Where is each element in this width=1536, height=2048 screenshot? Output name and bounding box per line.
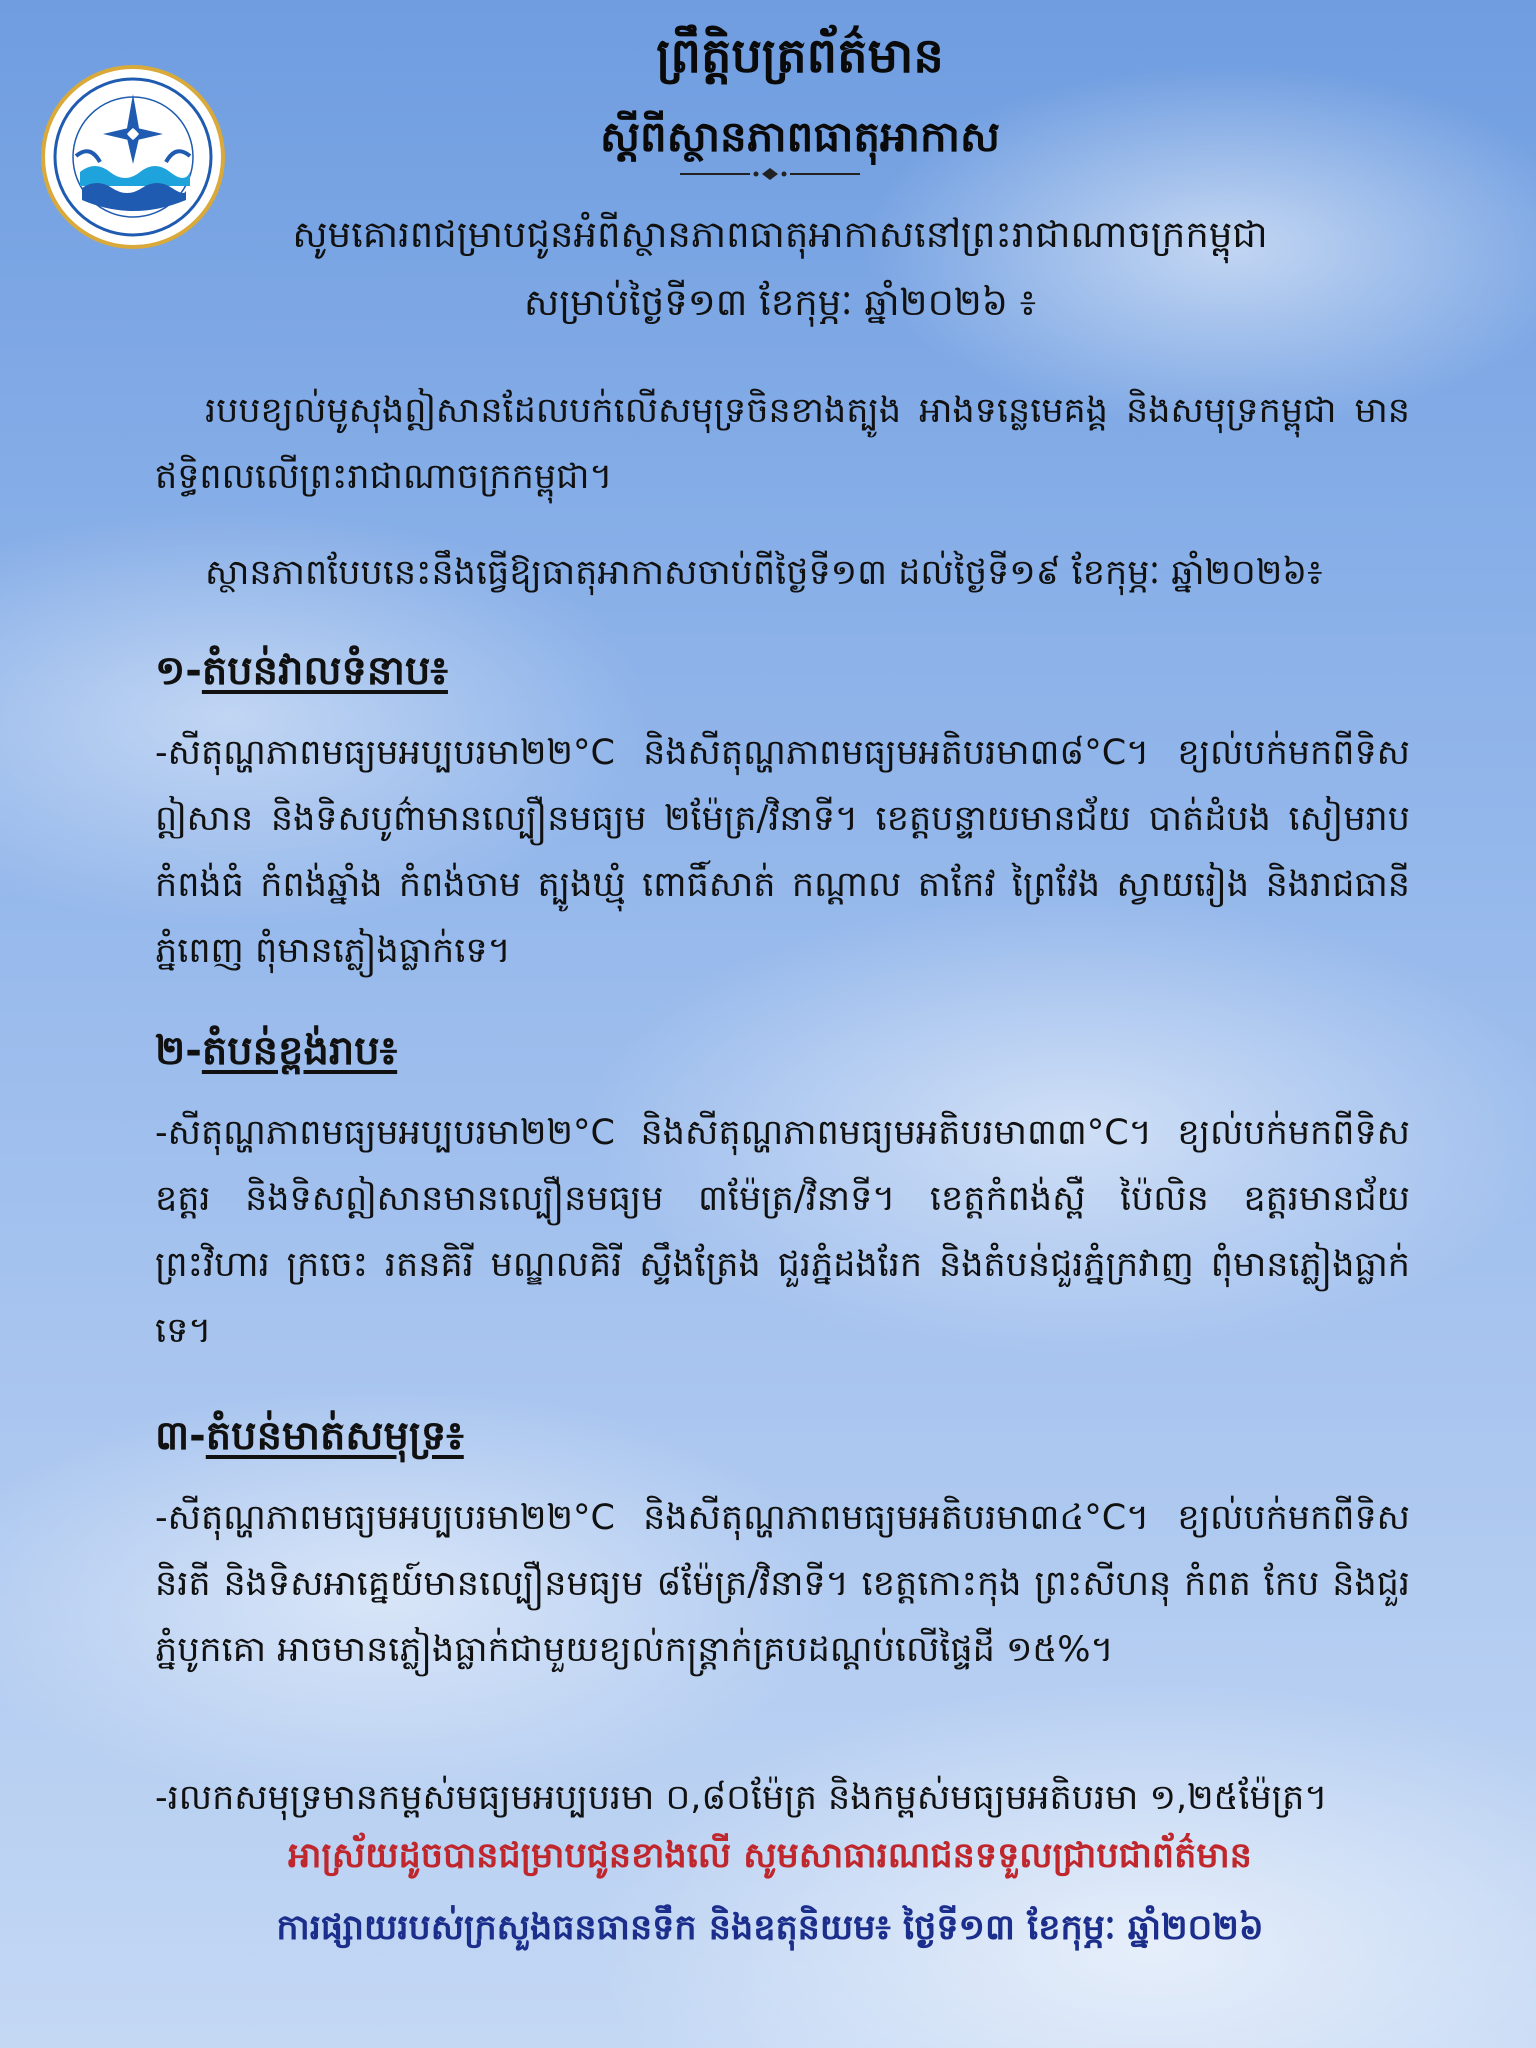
section-title: តំបន់វាលទំនាប៖ xyxy=(201,648,448,694)
bulletin-subtitle: ស្តីពីស្ថានភាពធាតុអាកាស xyxy=(600,112,1000,161)
footer-notice: អាស្រ័យដូចបានជម្រាបជូនខាងលើ សូមសាធារណជនទទួលជ្រាបជាព័ត៌មាន xyxy=(288,1836,1252,1876)
section-body-lowland: -សីតុណ្ហភាពមធ្យមអប្បបរមា២២°C និងសីតុណ្ហភាពមធ្យមអតិបរមា៣៨°C។ ខ្យល់បក់មកពីទិស ឦសាន និងទិសបូព៌ាមានល្បឿនមធ្យម ២ម៉ែត្រ/វិនាទី។ ខេត្តបន្ទាយមានជ័យ បាត់ដំបង សៀមរាប កំពង់ធំ កំពង់ឆ្នាំង កំពង់ចាម ត្បូងឃ្មុំ ពោធិ៍សាត់ កណ្តាល តាកែវ ព្រៃវែង ស្វាយរៀង និងរាជធានីភ្នំពេញ ពុំមានភ្លៀងធ្លាក់ទេ។ xyxy=(155,733,1410,971)
section-number: ២- xyxy=(155,1028,202,1074)
section-title: តំបន់មាត់សមុទ្រ៖ xyxy=(205,1413,464,1459)
section-number: ១- xyxy=(155,648,202,694)
section-body-plateau: -សីតុណ្ហភាពមធ្យមអប្បបរមា២២°C និងសីតុណ្ហភាពមធ្យមអតិបរមា៣៣°C។ ខ្យល់បក់មកពីទិសឧត្តរ និងទិសឦសានមានល្បឿនមធ្យម ៣ម៉ែត្រ/វិនាទី។ ខេត្តកំពង់ស្ពឺ ប៉ៃលិន ឧត្តរមានជ័យ ព្រះវិហារ ក្រចេះ រតនគិរី មណ្ឌលគិរី ស្ទឹងត្រែង ជួរភ្នំដងរែក និងតំបន់ជួរភ្នំក្រវាញ ពុំមានភ្លៀងធ្លាក់ទេ។ xyxy=(155,1113,1410,1351)
paragraph-forecast-period: ស្ថានភាពបែបនេះនឹងធ្វើឱ្យធាតុអាកាសចាប់ពីថ្ងៃទី១៣ ដល់ថ្ងៃទី១៩ ខែកុម្ភៈ ឆ្នាំ២០២៦៖ xyxy=(205,553,1323,593)
section-body-waves: -រលកសមុទ្រមានកម្ពស់មធ្យមអប្បបរមា ០,៨០ម៉ែត្រ និងកម្ពស់មធ្យមអតិបរមា ១,២៥ម៉ែត្រ។ xyxy=(155,1778,1328,1818)
divider-ornament-icon xyxy=(680,168,860,180)
intro-line-2: សម្រាប់ថ្ងៃទី១៣ ខែកុម្ភៈ ឆ្នាំ២០២៦ ៖ xyxy=(524,281,1036,324)
section-heading-plateau xyxy=(155,1025,397,1084)
section-heading-coastal xyxy=(155,1410,464,1469)
intro-line-1: សូមគោរពជម្រាបជូនអំពីស្ថានភាពធាតុអាកាសនៅព្រះរាជាណាចក្រកម្ពុជា xyxy=(292,213,1268,256)
paragraph-monsoon: របបខ្យល់មូសុងឦសានដែលបក់លើសមុទ្រចិនខាងត្បូង អាងទន្លេមេគង្គ និងសមុទ្រកម្ពុជា មានឥទ្ធិពលលើព្រះរាជាណាចក្រកម្ពុជា។ xyxy=(155,391,1410,497)
section-heading-lowland xyxy=(155,645,448,704)
footer-publisher: ការផ្សាយរបស់ក្រសួងធនធានទឹក និងឧតុនិយម៖ ថ្ងៃទី១៣ ខែកុម្ភៈ ឆ្នាំ២០២៦ xyxy=(276,1908,1264,1948)
section-body-coastal: -សីតុណ្ហភាពមធ្យមអប្បបរមា២២°C និងសីតុណ្ហភាពមធ្យមអតិបរមា៣៤°C។ ខ្យល់បក់មកពីទិសនិរតី និងទិសអាគ្នេយ៍មានល្បឿនមធ្យម ៨ម៉ែត្រ/វិនាទី។ ខេត្តកោះកុង ព្រះសីហនុ កំពត កែប និងជួរភ្នំបូកគោ អាចមានភ្លៀងធ្លាក់ជាមួយខ្យល់កន្ត្រាក់គ្របដណ្តប់លើផ្ទៃដី ១៥%។ xyxy=(155,1498,1410,1670)
section-title: តំបន់ខ្ពង់រាប៖ xyxy=(201,1028,398,1074)
section-number: ៣- xyxy=(155,1413,206,1459)
bulletin-title: ព្រឹត្តិបត្រព័ត៌មាន xyxy=(656,28,944,84)
